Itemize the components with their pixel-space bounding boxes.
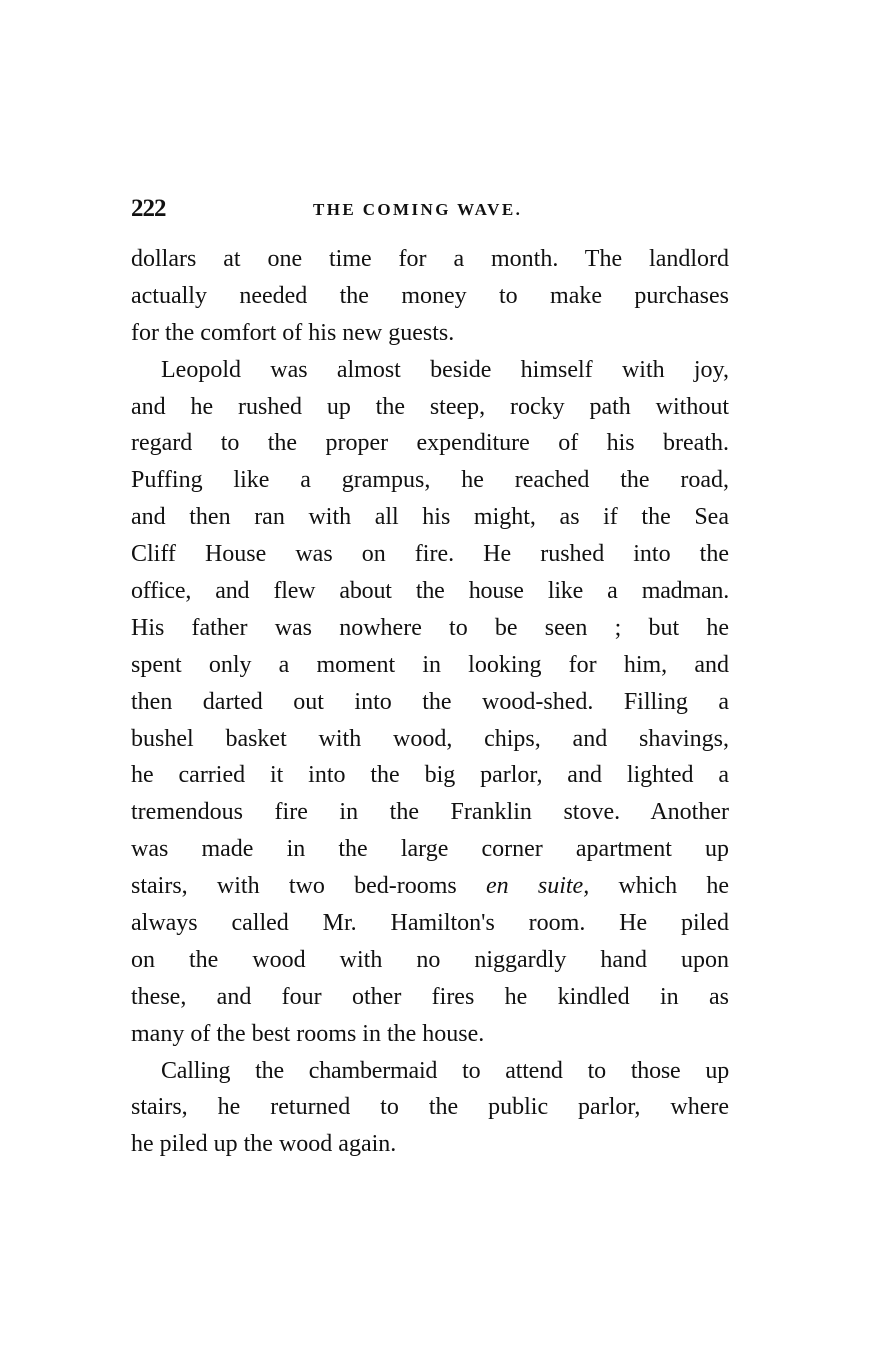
text-segment: stairs, with two bed-rooms — [131, 873, 457, 900]
page-number: 222 — [131, 195, 166, 222]
italic-phrase: en suite, — [485, 873, 590, 900]
text-line: Puffing like a grampus, he reached the road, — [131, 467, 729, 494]
text-line: Cliff House was on fire. He rushed into the — [131, 541, 729, 568]
text-line: stairs, he returned to the public parlor, where — [131, 1094, 729, 1121]
text-line: bushel basket with wood, chips, and shavings, — [131, 725, 729, 752]
text-line: spent only a moment in looking for him, and — [131, 651, 729, 678]
text-line: actually needed the money to make purchases — [131, 282, 729, 309]
text-line: these, and four other fires he kindled in as — [131, 983, 729, 1010]
text-line: tremendous fire in the Franklin stove. Another — [131, 799, 729, 826]
text-line: for the comfort of his new guests. — [131, 319, 455, 346]
text-line: then darted out into the wood-shed. Filling a — [131, 688, 729, 715]
text-line: he piled up the wood again. — [131, 1131, 397, 1158]
text-line: and he rushed up the steep, rocky path without — [131, 393, 729, 420]
text-line: he carried it into the big parlor, and lighted a — [131, 762, 729, 789]
text-line: regard to the proper expenditure of his breath. — [131, 430, 729, 457]
text-line: many of the best rooms in the house. — [131, 1020, 485, 1047]
text-segment: which he — [618, 873, 730, 900]
text-line: His father was nowhere to be seen ; but he — [131, 614, 729, 641]
text-line: on the wood with no niggardly hand upon — [131, 946, 729, 973]
text-line: Calling the chambermaid to attend to those up — [161, 1057, 729, 1084]
text-line: Leopold was almost beside himself with joy, — [161, 356, 729, 383]
text-line: office, and flew about the house like a madman. — [131, 578, 729, 605]
text-line: was made in the large corner apartment up — [131, 836, 729, 863]
running-head — [131, 195, 729, 231]
body-text — [131, 241, 729, 1163]
text-line — [131, 868, 729, 905]
text-line: and then ran with all his might, as if the Sea — [131, 504, 729, 531]
text-line: always called Mr. Hamilton's room. He piled — [131, 910, 729, 937]
running-title: THE COMING WAVE. — [313, 200, 523, 219]
book-page — [131, 195, 729, 1163]
text-line: dollars at one time for a month. The landlord — [131, 246, 729, 272]
